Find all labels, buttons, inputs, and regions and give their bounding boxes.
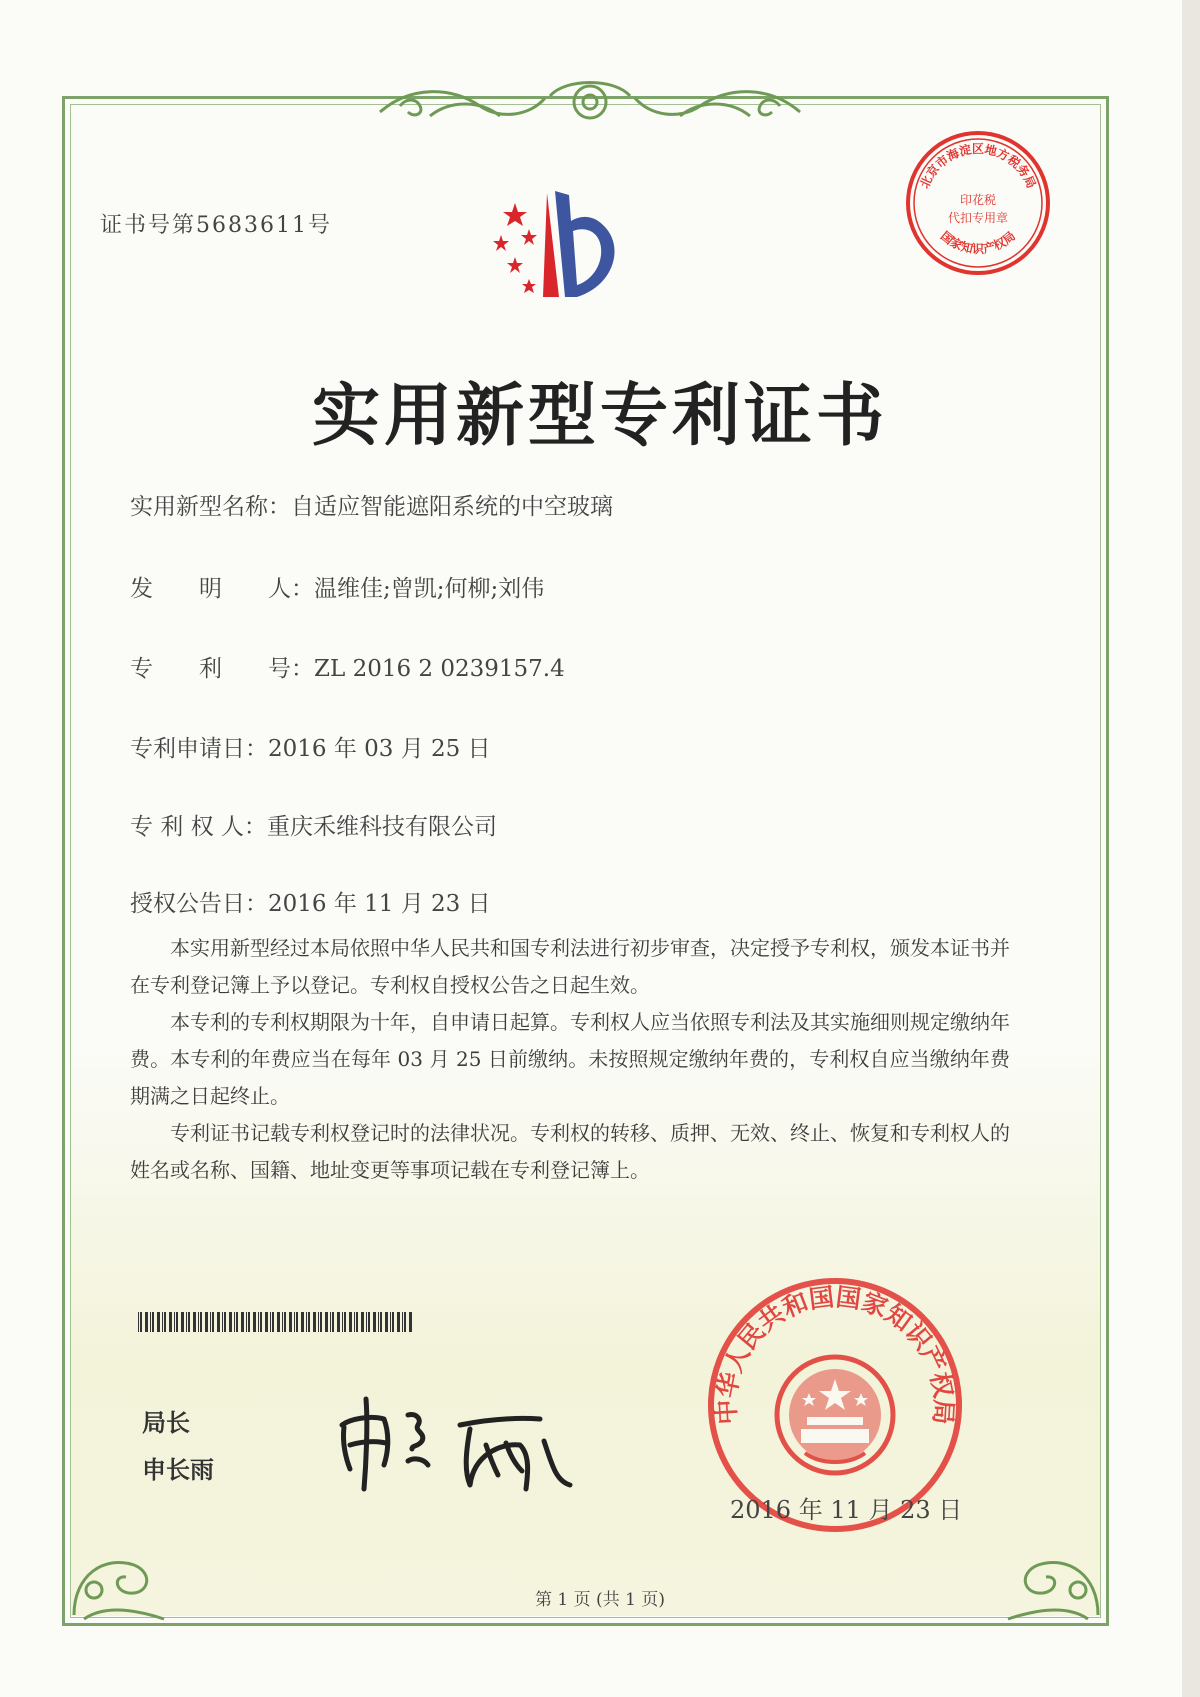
- tax-seal-ring-text: 北京市海淀区地方税务局: [917, 142, 1039, 191]
- tax-seal-bottom-text: 国家知识产权局: [937, 228, 1019, 256]
- field-value: 重庆禾维科技有限公司: [266, 814, 497, 840]
- field-label: 专利申请日：: [130, 736, 268, 762]
- tax-seal-line-2: 代扣专用章: [947, 211, 1009, 225]
- tax-bureau-seal: [903, 128, 1053, 278]
- certificate-number: 证书号第5683611号: [100, 213, 332, 238]
- bottom-left-ornament: [64, 1535, 174, 1625]
- sipo-logo-icon: [485, 185, 635, 305]
- field-label: 发 明 人：: [130, 576, 314, 602]
- handwritten-signature: [330, 1385, 590, 1495]
- field-grant-date: [130, 885, 491, 918]
- bottom-right-ornament: [998, 1535, 1108, 1625]
- body-paragraph-1: 本实用新型经过本局依照中华人民共和国专利法进行初步审查，决定授予专利权，颁发本证书并在专利登记簿上予以登记。专利权自授权公告之日起生效。: [130, 936, 1010, 997]
- field-value: ZL 2016 2 0239157.4: [314, 656, 565, 682]
- seal-date: 2016 年 11 月 23 日: [730, 1496, 963, 1524]
- field-label: 专 利 权 人：: [130, 814, 267, 840]
- page-indicator: 第 1 页 (共 1 页): [535, 1590, 665, 1610]
- field-utility-model-name: [130, 488, 613, 521]
- seal-ring-text: 中华人民共和国国家知识产权局: [711, 1282, 959, 1426]
- field-value: 温维佳;曾凯;何柳;刘伟: [314, 576, 545, 602]
- field-patentee: [130, 808, 497, 841]
- signatory-name: 申长雨: [142, 1456, 214, 1484]
- field-label: 专 利 号：: [130, 656, 314, 682]
- field-value: 自适应智能遮阳系统的中空玻璃: [291, 494, 613, 520]
- field-label: 实用新型名称：: [130, 494, 291, 520]
- field-value: 2016 年 11 月 23 日: [268, 891, 491, 917]
- signatory-title: 局长: [142, 1409, 190, 1437]
- top-ornament: [370, 76, 810, 132]
- svg-text:国家知识产权局: [938, 229, 1018, 256]
- barcode: [138, 1312, 418, 1332]
- paper-edge: [1182, 0, 1200, 1697]
- field-inventors: [130, 570, 544, 603]
- body-paragraph-3: 专利证书记载专利权登记时的法律状况。专利权的转移、质押、无效、终止、恢复和专利权人的姓名或名称、国籍、地址变更等事项记载在专利登记簿上。: [130, 1121, 1010, 1182]
- field-application-date: [130, 730, 491, 763]
- body-paragraph-2: 本专利的专利权期限为十年，自申请日起算。专利权人应当依照专利法及其实施细则规定缴纳年费。本专利的年费应当在每年 03 月 25 日前缴纳。未按照规定缴纳年费的，专利权自应当缴纳年费期满之日起终止。: [130, 1010, 1010, 1108]
- field-label: 授权公告日：: [130, 891, 268, 917]
- field-patent-number: [130, 650, 565, 683]
- tax-seal-line-1: 印花税: [959, 193, 997, 207]
- certificate-title: 实用新型专利证书: [311, 376, 888, 456]
- field-value: 2016 年 03 月 25 日: [268, 736, 491, 762]
- certificate-body-text: [130, 930, 1010, 1189]
